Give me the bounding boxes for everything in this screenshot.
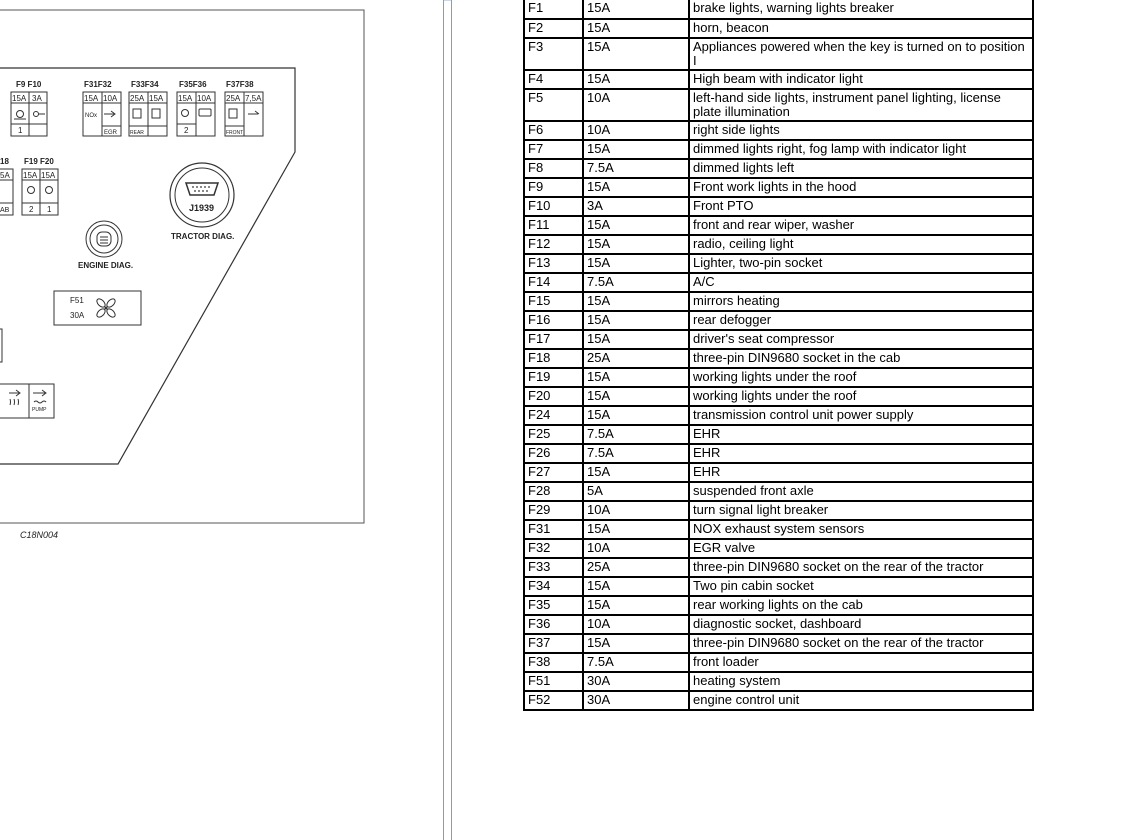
- table-row: [524, 501, 1033, 520]
- fuse-description-cell: Appliances powered when the key is turned on to position I: [689, 38, 1033, 70]
- fuse-description-cell: engine control unit: [689, 691, 1033, 710]
- rating-f37: 25A: [226, 94, 241, 103]
- rating-f10: 3A: [32, 94, 42, 103]
- table-row: [524, 596, 1033, 615]
- table-row: [524, 653, 1033, 672]
- fan-icon: [95, 297, 116, 318]
- fuse-id-cell: F16: [524, 311, 583, 330]
- fuse-rating-cell: 15A: [583, 577, 689, 596]
- sub-f19: 2: [29, 205, 34, 214]
- table-row: [524, 292, 1033, 311]
- table-row: [524, 539, 1033, 558]
- fuse-id-cell: F8: [524, 159, 583, 178]
- fuse-description-cell: three-pin DIN9680 socket on the rear of the tractor: [689, 634, 1033, 653]
- fuse-rating-cell: 10A: [583, 539, 689, 558]
- fuse-description-cell: rear defogger: [689, 311, 1033, 330]
- pump-icon: [33, 390, 46, 403]
- rating-f34: 15A: [149, 94, 164, 103]
- fuse-id-cell: F36: [524, 615, 583, 634]
- table-row: [524, 235, 1033, 254]
- fuse-id-cell: F11: [524, 216, 583, 235]
- rating-f32: 10A: [103, 94, 118, 103]
- table-row: [524, 19, 1033, 38]
- diagnostic-socket-icon: [199, 109, 211, 116]
- fuse-rating-cell: 7.5A: [583, 653, 689, 672]
- fuse-id-cell: F7: [524, 140, 583, 159]
- work-light-icon: [14, 111, 26, 120]
- fuse-rating-cell: 15A: [583, 235, 689, 254]
- fuse-id-cell: F29: [524, 501, 583, 520]
- table-row: [524, 577, 1033, 596]
- table-row: [524, 159, 1033, 178]
- fuse-description-cell: dimmed lights left: [689, 159, 1033, 178]
- f51-rating: 30A: [70, 311, 85, 320]
- table-row: [524, 615, 1033, 634]
- fuse-rating-cell: 7.5A: [583, 425, 689, 444]
- fuse-rating-cell: 15A: [583, 520, 689, 539]
- fuse-rating-cell: 15A: [583, 634, 689, 653]
- rear-light-icon: [182, 110, 189, 117]
- fuse-rating-cell: 15A: [583, 406, 689, 425]
- fuse-id-cell: F19: [524, 368, 583, 387]
- fuse-id-cell: F32: [524, 539, 583, 558]
- fuse-rating-cell: 30A: [583, 691, 689, 710]
- fuse-description-cell: EGR valve: [689, 539, 1033, 558]
- table-row: [524, 178, 1033, 197]
- table-row: [524, 349, 1033, 368]
- fuse-description-cell: EHR: [689, 425, 1033, 444]
- fuse-description-cell: horn, beacon: [689, 19, 1033, 38]
- engine-diag-connector-icon: [86, 221, 122, 257]
- fuse-description-cell: EHR: [689, 463, 1033, 482]
- fuse-description-cell: front and rear wiper, washer: [689, 216, 1033, 235]
- fuse-rating-cell: 15A: [583, 38, 689, 70]
- heater-icon: [9, 390, 20, 405]
- fuse-id-cell: F13: [524, 254, 583, 273]
- table-row: [524, 558, 1033, 577]
- rating-f19: 15A: [23, 171, 38, 180]
- fuse-description-cell: A/C: [689, 273, 1033, 292]
- table-row: [524, 634, 1033, 653]
- fuse-id-cell: F38: [524, 653, 583, 672]
- rating-f35: 15A: [178, 94, 193, 103]
- group-label-f18-partial: 18: [0, 157, 9, 166]
- f51-label: F51: [70, 296, 84, 305]
- group-label-f9-f10: F9 F10: [16, 80, 42, 89]
- fuse-id-cell: F31: [524, 520, 583, 539]
- fuse-rating-cell: 7.5A: [583, 273, 689, 292]
- fuse-id-cell: F34: [524, 577, 583, 596]
- socket-icon: [133, 109, 160, 118]
- fuse-id-cell: F9: [524, 178, 583, 197]
- table-row: [524, 38, 1033, 70]
- fuse-description-cell: heating system: [689, 672, 1033, 691]
- fuse-description-cell: rear working lights on the cab: [689, 596, 1033, 615]
- sub-f33: REAR: [130, 130, 144, 136]
- group-label-f33-f34: F33F34: [131, 80, 159, 89]
- pump-label: PUMP: [32, 407, 47, 413]
- engine-diag-label: ENGINE DIAG.: [78, 261, 134, 270]
- fuse-rating-cell: 3A: [583, 197, 689, 216]
- table-row: [524, 216, 1033, 235]
- fuse-rating-cell: 15A: [583, 178, 689, 197]
- sub-f37: FRONT: [226, 130, 244, 136]
- fuse-rating-cell: 15A: [583, 463, 689, 482]
- fuse-description-cell: working lights under the roof: [689, 387, 1033, 406]
- fuse-description-cell: turn signal light breaker: [689, 501, 1033, 520]
- fuse-description-cell: diagnostic socket, dashboard: [689, 615, 1033, 634]
- fuse-id-cell: F33: [524, 558, 583, 577]
- fuse-id-cell: F51: [524, 672, 583, 691]
- fuse-rating-cell: 15A: [583, 311, 689, 330]
- table-row: [524, 140, 1033, 159]
- table-row: [524, 311, 1033, 330]
- group-label-f35-f36: F35F36: [179, 80, 207, 89]
- rating-f9: 15A: [12, 94, 27, 103]
- rating-f18-partial: 5A: [0, 171, 10, 180]
- fuse-rating-cell: 5A: [583, 482, 689, 501]
- rating-f20: 15A: [41, 171, 56, 180]
- fuse-description-cell: High beam with indicator light: [689, 70, 1033, 89]
- fuse-rating-cell: 15A: [583, 330, 689, 349]
- fuse-id-cell: F24: [524, 406, 583, 425]
- fuse-table-body: [524, 0, 1033, 710]
- fuse-description-cell: right side lights: [689, 121, 1033, 140]
- sub-f35: 2: [184, 126, 189, 135]
- table-row: [524, 121, 1033, 140]
- fuse-id-cell: F26: [524, 444, 583, 463]
- fuse-id-cell: F2: [524, 19, 583, 38]
- fuse-description-cell: front loader: [689, 653, 1033, 672]
- rating-f38: 7,5A: [245, 94, 262, 103]
- j1939-label: J1939: [189, 203, 215, 213]
- rating-f33: 25A: [130, 94, 145, 103]
- fuse-description-cell: left-hand side lights, instrument panel lighting, license plate illumination: [689, 89, 1033, 121]
- fuse-description-cell: brake lights, warning lights breaker: [689, 0, 1033, 19]
- fuse-rating-cell: 15A: [583, 140, 689, 159]
- fuse-rating-cell: 15A: [583, 0, 689, 19]
- sub-f32: EGR: [104, 130, 118, 136]
- fuse-description-cell: suspended front axle: [689, 482, 1033, 501]
- fuse-box-drawing: [0, 0, 443, 560]
- fuse-description-cell: driver's seat compressor: [689, 330, 1033, 349]
- table-row: [524, 89, 1033, 121]
- j1939-connector-icon: [170, 163, 234, 227]
- fuse-rating-cell: 25A: [583, 349, 689, 368]
- fuse-rating-cell: 15A: [583, 368, 689, 387]
- fuse-description-cell: radio, ceiling light: [689, 235, 1033, 254]
- fuse-rating-cell: 7.5A: [583, 159, 689, 178]
- table-row: [524, 425, 1033, 444]
- fuse-id-cell: F12: [524, 235, 583, 254]
- fuse-id-cell: F20: [524, 387, 583, 406]
- fuse-rating-cell: 15A: [583, 292, 689, 311]
- sub-f9: 1: [18, 126, 23, 135]
- diagram-caption: C18N004: [20, 530, 59, 540]
- fuse-id-cell: F25: [524, 425, 583, 444]
- fuse-description-cell: EHR: [689, 444, 1033, 463]
- table-row: [524, 520, 1033, 539]
- egr-arrow-icon: [104, 111, 115, 117]
- fuse-id-cell: F18: [524, 349, 583, 368]
- table-row: [524, 254, 1033, 273]
- fuse-id-cell: F3: [524, 38, 583, 70]
- rating-f36: 10A: [197, 94, 212, 103]
- table-row: [524, 197, 1033, 216]
- fuse-rating-cell: 15A: [583, 596, 689, 615]
- fuse-description-cell: Front work lights in the hood: [689, 178, 1033, 197]
- fuse-description-cell: dimmed lights right, fog lamp with indicator light: [689, 140, 1033, 159]
- sub-f18-partial: AB: [0, 207, 10, 214]
- group-label-f19-f20: F19 F20: [24, 157, 54, 166]
- fuse-box-diagram: [0, 0, 443, 560]
- fuse-description-cell: working lights under the roof: [689, 368, 1033, 387]
- table-row: [524, 406, 1033, 425]
- table-row: [524, 387, 1033, 406]
- table-row: [524, 0, 1033, 19]
- fuse-description-cell: three-pin DIN9680 socket in the cab: [689, 349, 1033, 368]
- fuse-id-cell: F10: [524, 197, 583, 216]
- fuse-id-cell: F15: [524, 292, 583, 311]
- fuse-rating-cell: 10A: [583, 501, 689, 520]
- diagram-page: [0, 0, 443, 840]
- table-row: [524, 273, 1033, 292]
- fuse-table: [523, 0, 1034, 711]
- fuse-description-cell: Lighter, two-pin socket: [689, 254, 1033, 273]
- fuse-rating-cell: 25A: [583, 558, 689, 577]
- page-divider-left: [443, 0, 444, 840]
- table-row: [524, 368, 1033, 387]
- fuse-description-cell: Two pin cabin socket: [689, 577, 1033, 596]
- fuse-id-cell: F28: [524, 482, 583, 501]
- table-row: [524, 444, 1033, 463]
- fuse-rating-cell: 15A: [583, 387, 689, 406]
- fuse-id-cell: F4: [524, 70, 583, 89]
- table-row: [524, 482, 1033, 501]
- table-row: [524, 691, 1033, 710]
- table-row: [524, 70, 1033, 89]
- fuse-description-cell: three-pin DIN9680 socket on the rear of the tractor: [689, 558, 1033, 577]
- fuse-id-cell: F35: [524, 596, 583, 615]
- pto-icon: [34, 112, 46, 117]
- fuse-rating-cell: 10A: [583, 89, 689, 121]
- fuse-rating-cell: 30A: [583, 672, 689, 691]
- group-label-f31-f32: F31F32: [84, 80, 112, 89]
- fuse-description-cell: NOX exhaust system sensors: [689, 520, 1033, 539]
- sub-f20: 1: [47, 205, 52, 214]
- fuse-rating-cell: 15A: [583, 254, 689, 273]
- tractor-diag-label: TRACTOR DIAG.: [171, 232, 235, 241]
- fuse-id-cell: F6: [524, 121, 583, 140]
- table-row: [524, 672, 1033, 691]
- fuse-id-cell: F5: [524, 89, 583, 121]
- fuse-description-cell: transmission control unit power supply: [689, 406, 1033, 425]
- fuse-description-cell: Front PTO: [689, 197, 1033, 216]
- fuse-rating-cell: 15A: [583, 216, 689, 235]
- fuse-id-cell: F27: [524, 463, 583, 482]
- fuse-rating-cell: 15A: [583, 19, 689, 38]
- sub-f31: NOx: [85, 113, 97, 119]
- fuse-id-cell: F14: [524, 273, 583, 292]
- group-label-f37-f38: F37F38: [226, 80, 254, 89]
- table-row: [524, 463, 1033, 482]
- fuse-id-cell: F37: [524, 634, 583, 653]
- table-row: [524, 330, 1033, 349]
- fuse-rating-cell: 10A: [583, 615, 689, 634]
- fuse-id-cell: F1: [524, 0, 583, 19]
- fuse-description-cell: mirrors heating: [689, 292, 1033, 311]
- fuse-id-cell: F17: [524, 330, 583, 349]
- fuse-rating-cell: 10A: [583, 121, 689, 140]
- fuse-rating-cell: 7.5A: [583, 444, 689, 463]
- fuse-rating-cell: 15A: [583, 70, 689, 89]
- fuse-id-cell: F52: [524, 691, 583, 710]
- rating-f31: 15A: [84, 94, 99, 103]
